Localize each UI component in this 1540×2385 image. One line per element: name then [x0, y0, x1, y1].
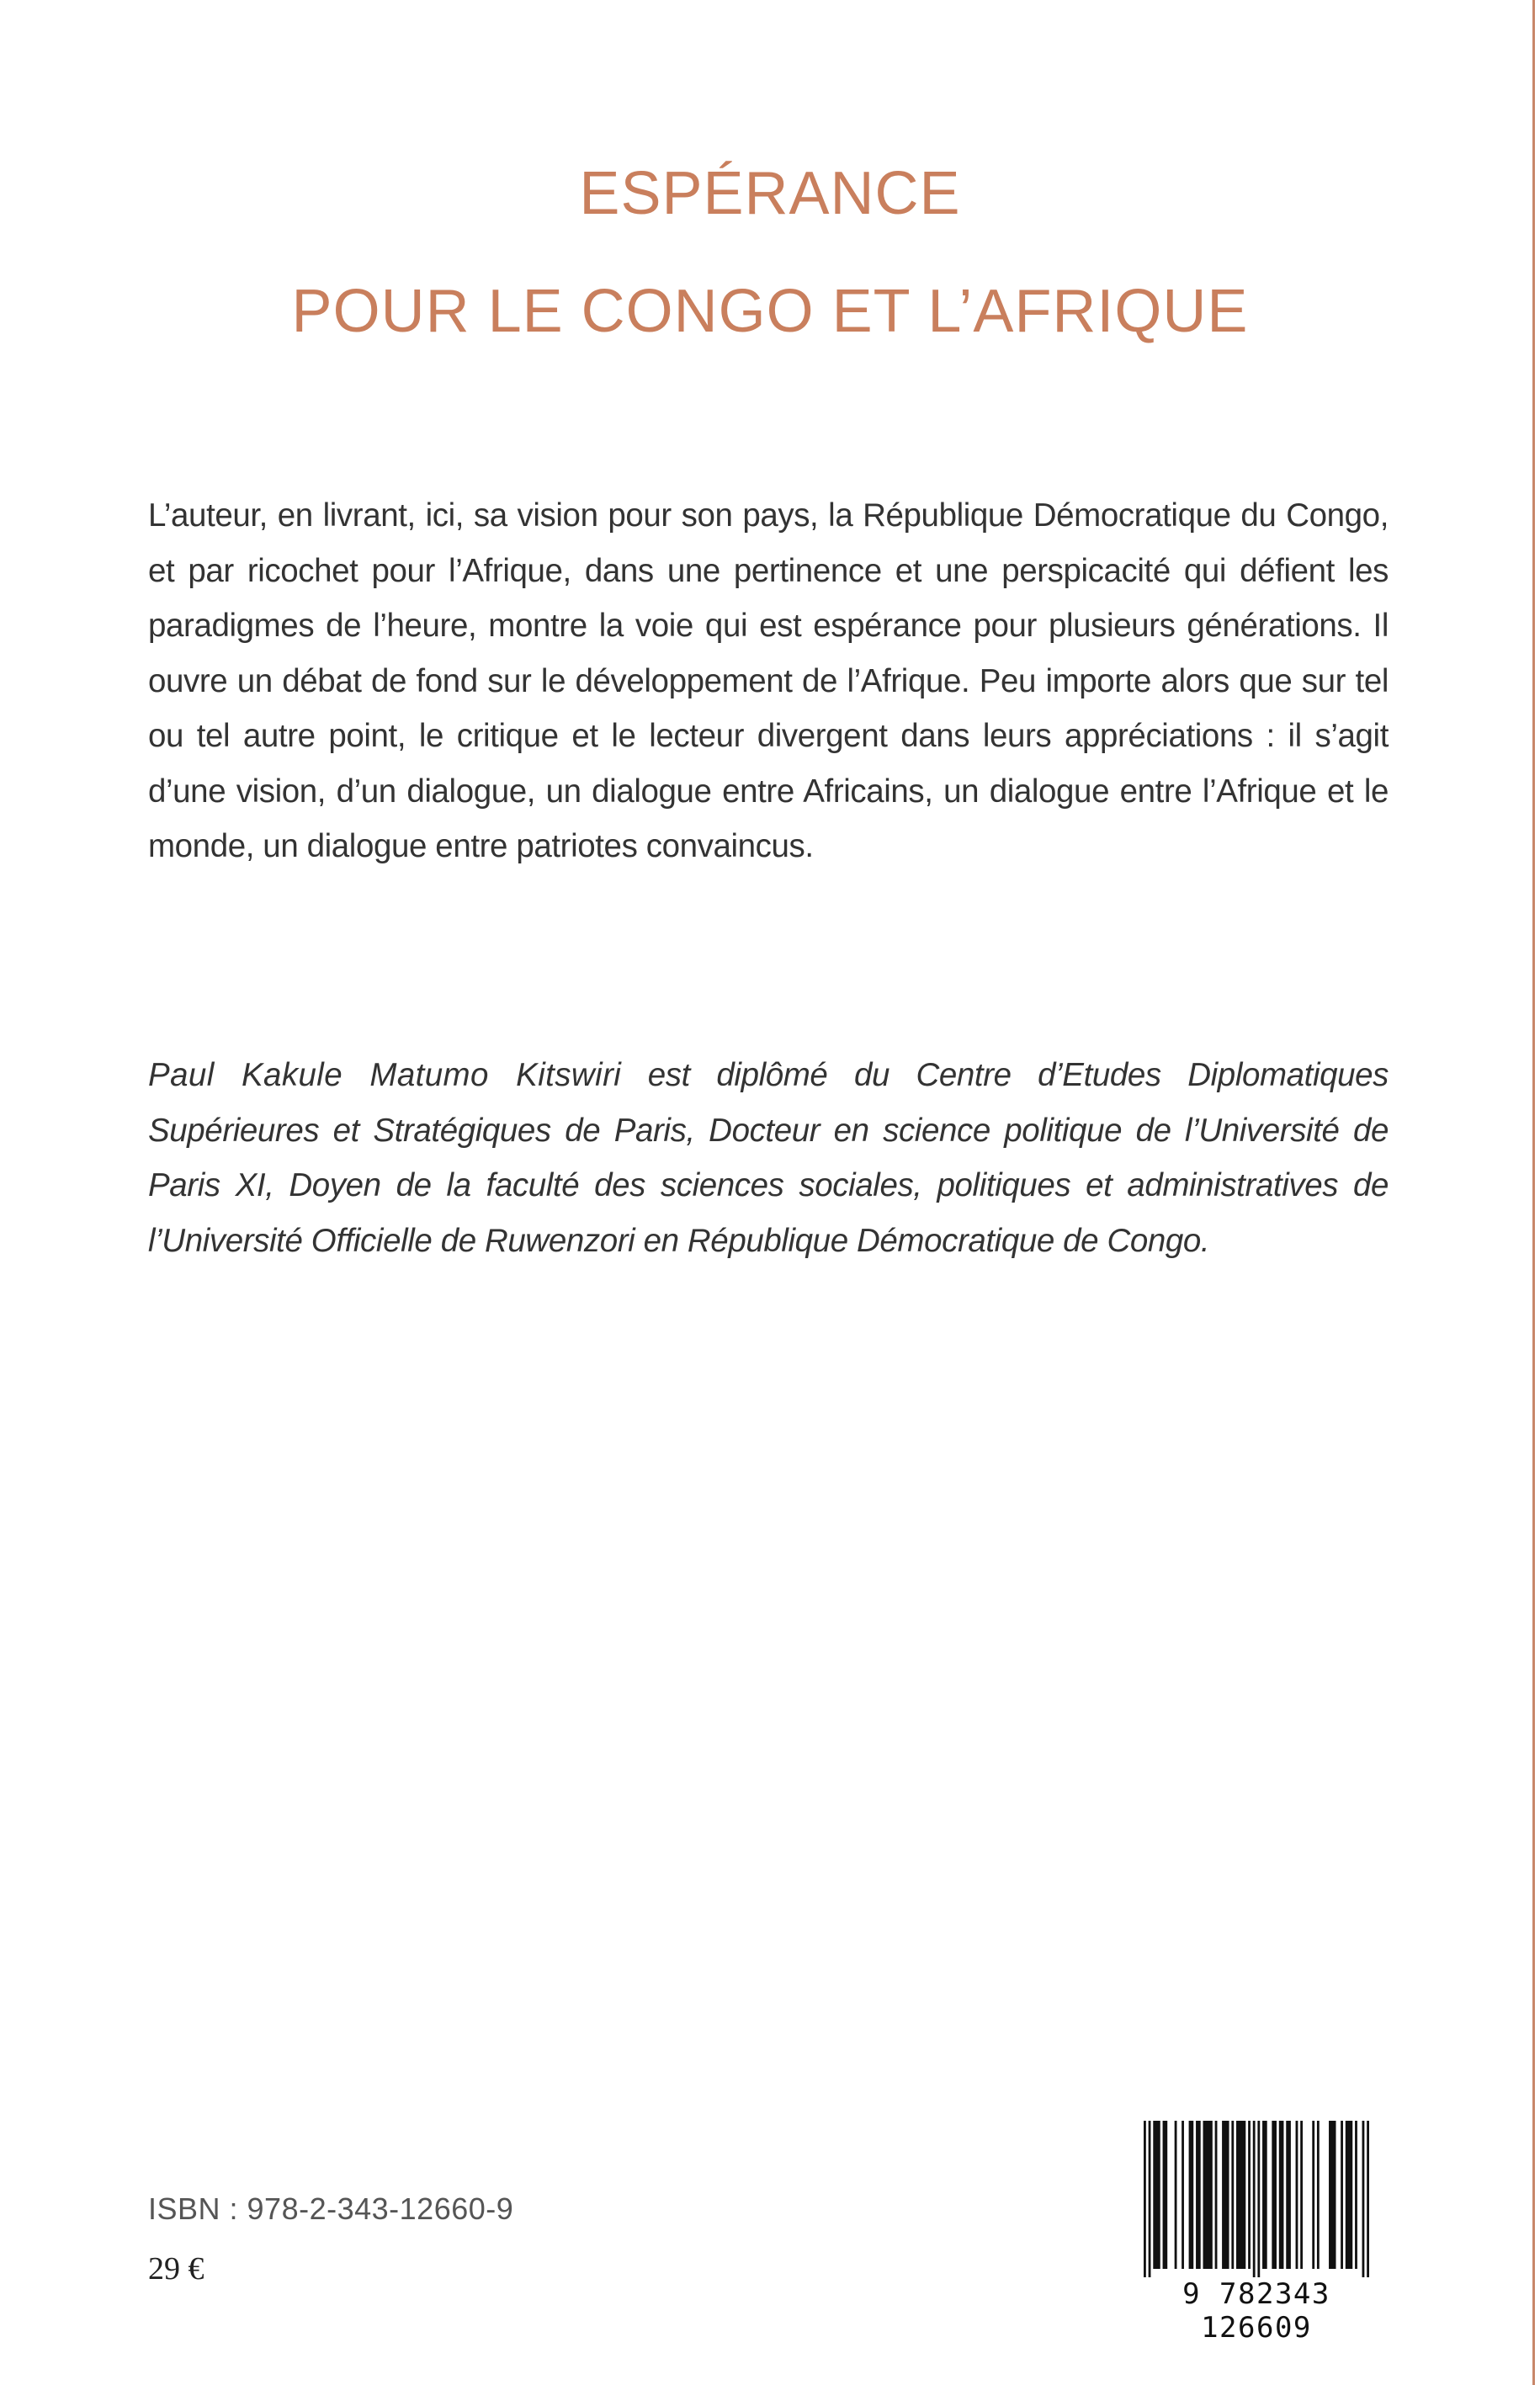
barcode-bar [1312, 2121, 1314, 2269]
barcode-bar [1362, 2121, 1365, 2277]
price: 29 € [148, 2251, 204, 2287]
barcode-bar [1279, 2121, 1284, 2269]
barcode-bar [1262, 2121, 1267, 2269]
barcode-bar [1144, 2121, 1146, 2277]
barcode-bar [1215, 2121, 1218, 2269]
barcode-bar [1236, 2121, 1245, 2269]
barcode-bar [1296, 2121, 1298, 2269]
barcode-bar [1367, 2121, 1369, 2277]
barcode-bar [1346, 2121, 1352, 2269]
barcode-bar [1300, 2121, 1303, 2269]
barcode-bar [1149, 2121, 1151, 2277]
author-name: Paul Kakule Matumo Kitswiri [148, 1057, 622, 1093]
barcode-bar [1163, 2121, 1168, 2269]
barcode-bar [1189, 2121, 1194, 2269]
barcode-bar [1196, 2121, 1201, 2269]
barcode-bar [1329, 2121, 1336, 2269]
barcode-bar [1248, 2121, 1251, 2269]
barcode-bars [1144, 2121, 1369, 2277]
barcode-bar [1153, 2121, 1160, 2269]
barcode-bar [1231, 2121, 1234, 2269]
barcode-bar [1341, 2121, 1343, 2269]
author-bio-text: est diplômé du Centre d’Etudes Diplomatiques Supérieures et Stratégiques de Paris, Docteur en science politique de l’Université de Paris XI, Doyen de la faculté des sciences sociales, politiques et administratives de l’Université Officielle de Ruwenzori en République Démocratique de Congo. [148, 1057, 1389, 1259]
barcode-bar [1203, 2121, 1213, 2269]
barcode-number: 9 782343 126609 [1182, 2277, 1330, 2345]
barcode-bar [1257, 2121, 1260, 2277]
barcode-bar [1272, 2121, 1277, 2269]
barcode-bar [1317, 2121, 1320, 2269]
barcode-bar [1253, 2121, 1256, 2277]
barcode [1130, 2121, 1383, 2345]
book-title [0, 135, 1540, 370]
title-line-2: POUR LE CONGO ET L’AFRIQUE [291, 278, 1249, 345]
title-line-1: ESPÉRANCE [579, 160, 961, 227]
book-blurb: L’auteur, en livrant, ici, sa vision pour son pays, la République Démocratique du Congo, et par ricochet pour l’Afrique, dans une pertinence et une perspicacité qui défient les paradigmes de l’heure, montre la voie qui est espérance pour plusieurs générations. Il ouvre un débat de fond sur le développement de l’Afrique. Peu importe alors que sur tel ou tel autre point, le critique et le lecteur divergent dans leurs appréciations : il s’agit d’une vision, d’un dialogue, un dialogue entre Africains, un dialogue entre l’Afrique et le monde, un dialogue entre patriotes convaincus. [148, 497, 1389, 864]
barcode-bar [1222, 2121, 1229, 2269]
isbn: ISBN : 978-2-343-12660-9 [148, 2191, 514, 2226]
barcode-bar [1182, 2121, 1184, 2269]
author-bio [148, 1048, 1389, 1268]
barcode-bar [1355, 2121, 1357, 2269]
barcode-bar [1175, 2121, 1177, 2269]
barcode-bar [1286, 2121, 1291, 2269]
